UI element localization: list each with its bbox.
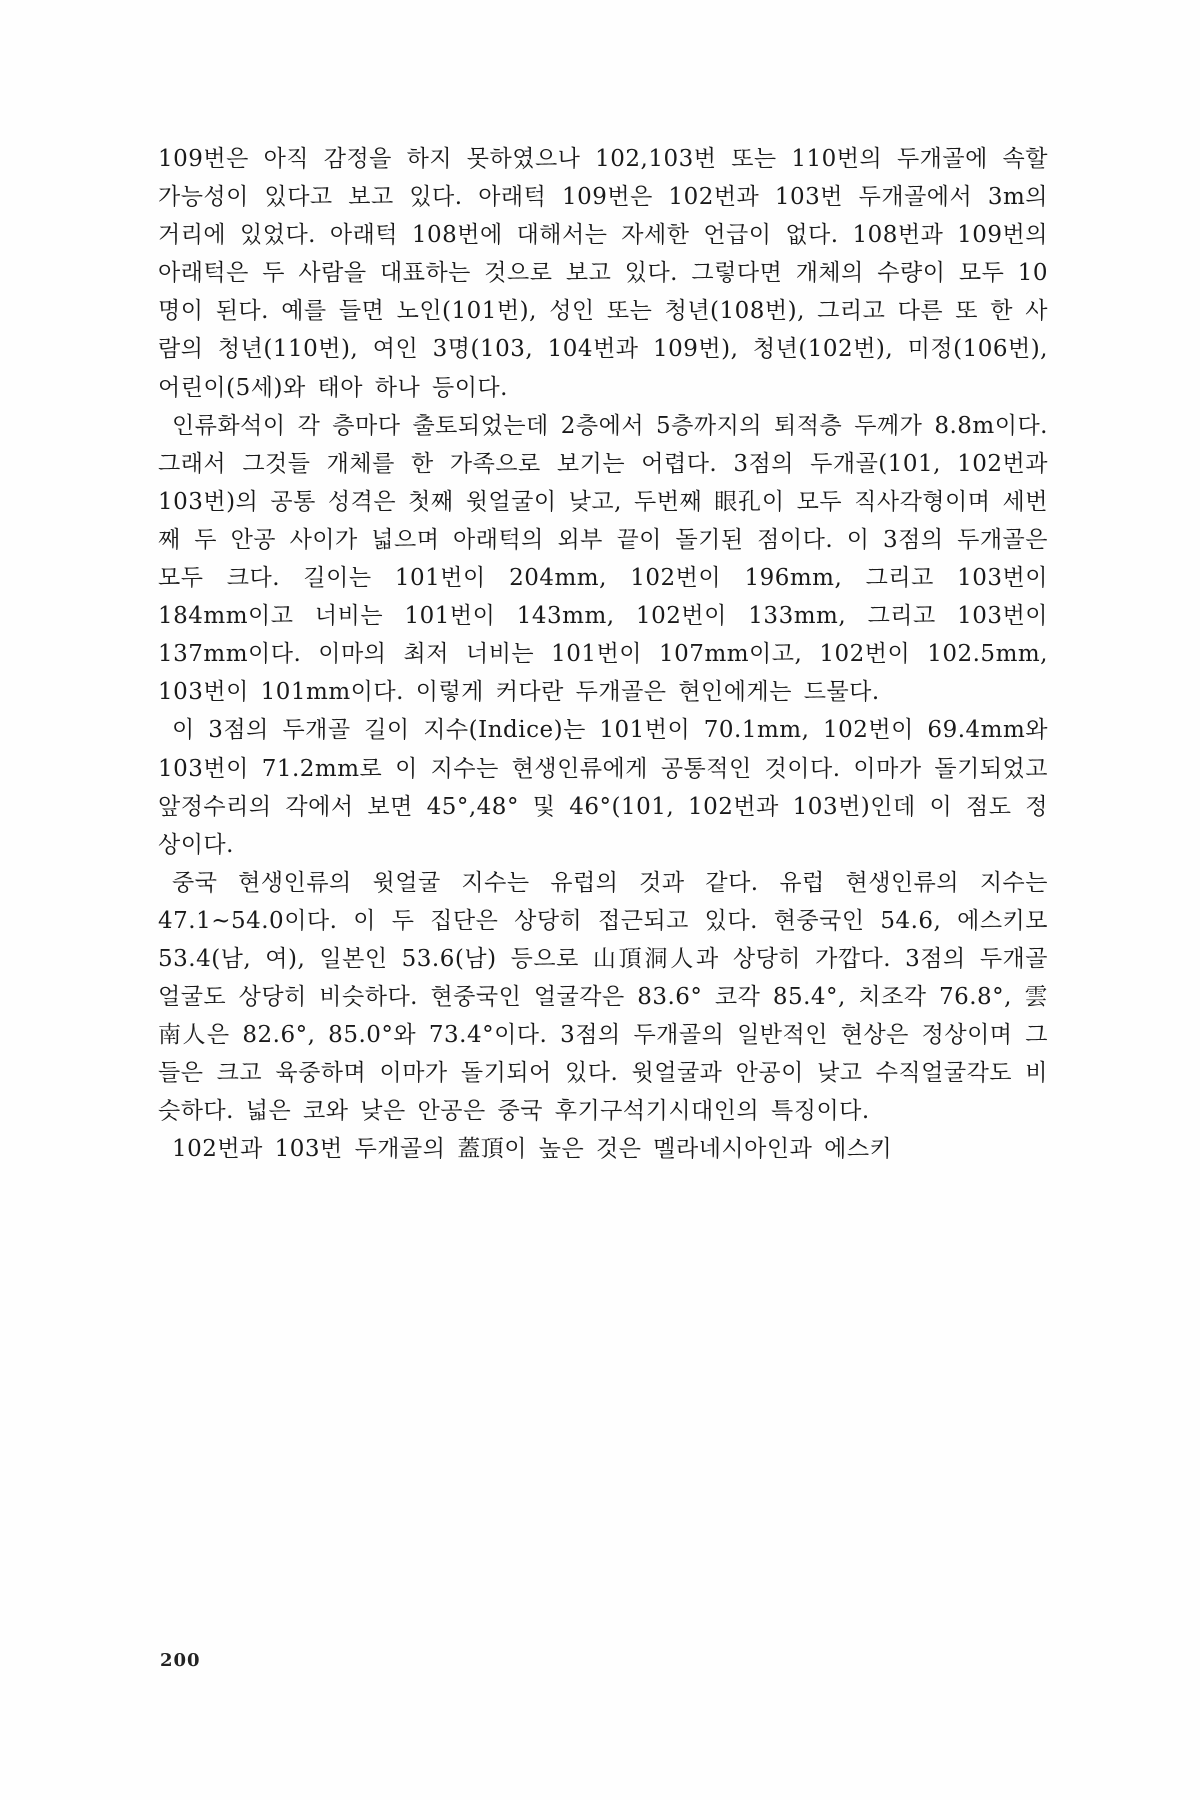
paragraph-5: 102번과 103번 두개골의 蓋頂이 높은 것은 멜라네시아인과 에스키: [172, 1136, 893, 1163]
paragraph-1: 109번은 아직 감정을 하지 못하였으나 102,103번 또는 110번의 두개골에 속할 가능성이 있다고 보고 있다. 아래턱 109번은 102번과 103번 두개골에서 3m의 거리에 있었다. 아래턱 108번에 대해서는 자세한 언급이 없다. 108번과 109번의 아래턱은 두 사람을 대표하는 것으로 보고 있다. 그렇다면 개체의 수량이 모두 10명이 된다. 예를 들면 노인(101번), 성인 또는 청년(108번), 그리고 다른 또 한 사람의 청년(110번), 여인 3명(103, 104번과 109번), 청년(102번), 미정(106번), 어린이(5세)와 태아 하나 등이다.: [158, 146, 1049, 401]
paragraph-3: 이 3점의 두개골 길이 지수(Indice)는 101번이 70.1mm, 102번이 69.4mm와 103번이 71.2mm로 이 지수는 현생인류에게 공통적인 것이다. 이마가 돌기되었고 앞정수리의 각에서 보면 45°,48° 및 46°(101, 102번과 103번)인데 이 점도 정상이다.: [158, 717, 1048, 858]
paragraph-2: 인류화석이 각 층마다 출토되었는데 2층에서 5층까지의 퇴적층 두께가 8.8m이다. 그래서 그것들 개체를 한 가족으로 보기는 어렵다. 3점의 두개골(101, 102번과 103번)의 공통 성격은 첫째 윗얼굴이 낮고, 두번째 眼孔이 모두 직사각형이며 세번째 두 안공 사이가 넓으며 아래턱의 외부 끝이 돌기된 점이다. 이 3점의 두개골은 모두 크다. 길이는 101번이 204mm, 102번이 196mm, 그리고 103번이 184mm이고 너비는 101번이 143mm, 102번이 133mm, 그리고 103번이 137mm이다. 이마의 최저 너비는 101번이 107mm이고, 102번이 102.5mm, 103번이 101mm이다. 이렇게 커다란 두개골은 현인에게는 드물다.: [158, 412, 1048, 706]
page-number: 200: [160, 1650, 201, 1671]
paragraph-4: 중국 현생인류의 윗얼굴 지수는 유럽의 것과 같다. 유럽 현생인류의 지수는 47.1~54.0이다. 이 두 집단은 상당히 접근되고 있다. 현중국인 54.6, 에스키모 53.4(남, 여), 일본인 53.6(남) 등으로 山頂洞人과 상당히 가깝다. 3점의 두개골 얼굴도 상당히 비슷하다. 현중국인 얼굴각은 83.6° 코각 85.4°, 치조각 76.8°, 雲南人은 82.6°, 85.0°와 73.4°이다. 3점의 두개골의 일반적인 현상은 정상이며 그들은 크고 육중하며 이마가 돌기되어 있다. 윗얼굴과 안공이 낮고 수직얼굴각도 비슷하다. 넓은 코와 낮은 안공은 중국 후기구석기시대인의 특징이다.: [158, 869, 1048, 1125]
body-text: [158, 140, 1048, 1169]
